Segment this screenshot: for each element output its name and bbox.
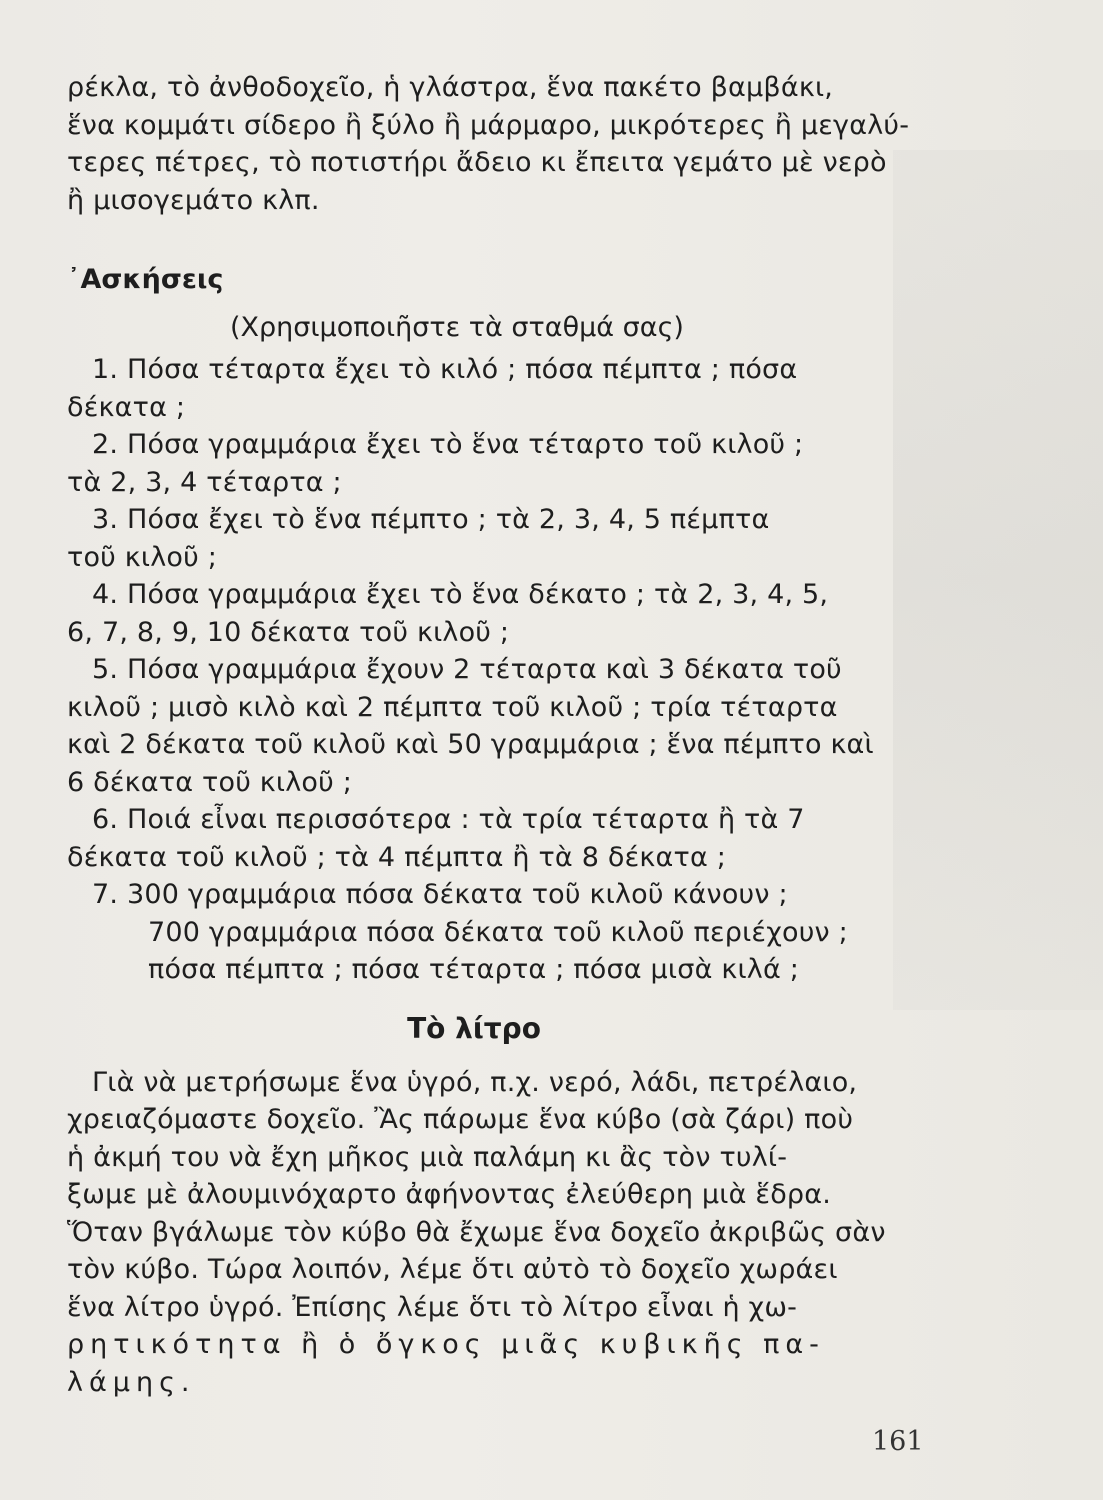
litre-paragraph-line: ξωμε μὲ ἀλουμινόχαρτο ἀφήνοντας ἐλεύθερη μιὰ ἕδρα. bbox=[67, 1179, 832, 1210]
litre-paragraph-line: ἕνα λίτρο ὑγρό. Ἐπίσης λέμε ὅτι τὸ λίτρο εἶναι ἡ χω- bbox=[67, 1292, 798, 1323]
exercise-line: 1. Πόσα τέταρτα ἔχει τὸ κιλό ; πόσα πέμπτα ; πόσα bbox=[92, 354, 798, 385]
exercise-line: τοῦ κιλοῦ ; bbox=[67, 542, 218, 573]
litre-section-title: Τὸ λίτρο bbox=[407, 1012, 541, 1045]
exercise-line: 6. Ποιά εἶναι περισσότερα : τὰ τρία τέταρτα ἢ τὰ 7 bbox=[92, 804, 805, 835]
litre-paragraph-line: λάμης. bbox=[67, 1367, 196, 1398]
intro-line-2: ἕνα κομμάτι σίδερο ἢ ξύλο ἢ μάρμαρο, μικρότερες ἢ μεγαλύ- bbox=[67, 110, 910, 141]
exercise-line: τὰ 2, 3, 4 τέταρτα ; bbox=[67, 467, 342, 498]
exercise-line: 700 γραμμάρια πόσα δέκατα τοῦ κιλοῦ περιέχουν ; bbox=[148, 917, 848, 948]
intro-line-3: τερες πέτρες, τὸ ποτιστήρι ἄδειο κι ἔπειτα γεμάτο μὲ νερὸ bbox=[67, 147, 887, 178]
litre-paragraph-line: Γιὰ νὰ μετρήσωμε ἕνα ὑγρό, π.χ. νερό, λάδι, πετρέλαιο, bbox=[92, 1067, 858, 1098]
exercise-line: δέκατα ; bbox=[67, 392, 186, 423]
exercises-subheading: (Χρησιμοποιῆστε τὰ σταθμά σας) bbox=[230, 312, 684, 343]
exercise-line: 3. Πόσα ἔχει τὸ ἕνα πέμπτο ; τὰ 2, 3, 4, 5 πέμπτα bbox=[92, 504, 770, 535]
bleed-through-shadow bbox=[893, 150, 1103, 1010]
exercise-line: πόσα πέμπτα ; πόσα τέταρτα ; πόσα μισὰ κιλά ; bbox=[148, 954, 800, 985]
exercise-line: κιλοῦ ; μισὸ κιλὸ καὶ 2 πέμπτα τοῦ κιλοῦ ; τρία τέταρτα bbox=[67, 692, 838, 723]
exercise-line: 5. Πόσα γραμμάρια ἔχουν 2 τέταρτα καὶ 3 δέκατα τοῦ bbox=[92, 654, 842, 685]
intro-line-1: ρέκλα, τὸ ἀνθοδοχεῖο, ἡ γλάστρα, ἕνα πακέτο βαμβάκι, bbox=[67, 72, 834, 103]
litre-paragraph-line: Ὅταν βγάλωμε τὸν κύβο θὰ ἔχωμε ἕνα δοχεῖο ἀκριβῶς σὰν bbox=[67, 1217, 886, 1248]
litre-paragraph-line: ρητικότητα ἢ ὁ ὄγκος μιᾶς κυβικῆς πα- bbox=[67, 1329, 825, 1360]
litre-paragraph-line: ἡ ἀκμή του νὰ ἔχη μῆκος μιὰ παλάμη κι ἂς τὸν τυλί- bbox=[67, 1142, 788, 1173]
page-number: 161 bbox=[872, 1426, 924, 1457]
exercises-heading: ᾿Ασκήσεις bbox=[67, 264, 224, 295]
exercise-line: καὶ 2 δέκατα τοῦ κιλοῦ καὶ 50 γραμμάρια ; ἕνα πέμπτο καὶ bbox=[67, 729, 874, 760]
exercise-line: 6, 7, 8, 9, 10 δέκατα τοῦ κιλοῦ ; bbox=[67, 617, 510, 648]
litre-paragraph-line: τὸν κύβο. Τώρα λοιπόν, λέμε ὅτι αὐτὸ τὸ δοχεῖο χωράει bbox=[67, 1254, 838, 1285]
exercise-line: 4. Πόσα γραμμάρια ἔχει τὸ ἕνα δέκατο ; τὰ 2, 3, 4, 5, bbox=[92, 579, 829, 610]
exercise-line: 2. Πόσα γραμμάρια ἔχει τὸ ἕνα τέταρτο τοῦ κιλοῦ ; bbox=[92, 429, 804, 460]
exercise-line: 7. 300 γραμμάρια πόσα δέκατα τοῦ κιλοῦ κάνουν ; bbox=[92, 879, 788, 910]
intro-line-4: ἢ μισογεμάτο κλπ. bbox=[67, 185, 320, 216]
litre-paragraph-line: χρειαζόμαστε δοχεῖο. Ἂς πάρωμε ἕνα κύβο (σὰ ζάρι) ποὺ bbox=[67, 1104, 854, 1135]
exercise-line: 6 δέκατα τοῦ κιλοῦ ; bbox=[67, 767, 353, 798]
exercise-line: δέκατα τοῦ κιλοῦ ; τὰ 4 πέμπτα ἢ τὰ 8 δέκατα ; bbox=[67, 842, 727, 873]
